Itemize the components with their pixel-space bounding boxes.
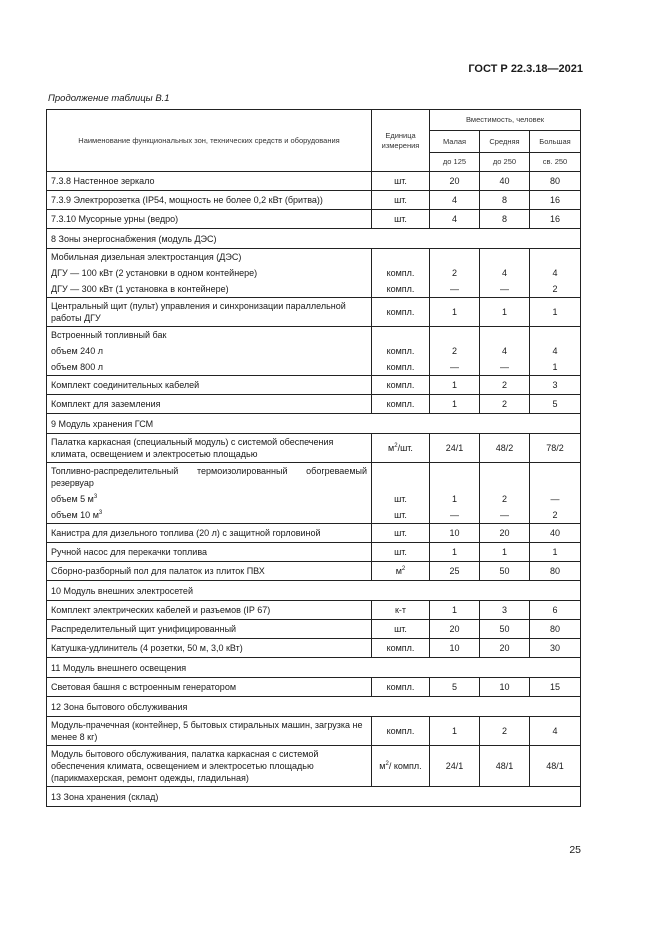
value-text: — [450, 362, 459, 372]
item-name: 7.3.8 Настенное зеркало [47, 172, 372, 191]
unit-text: компл. [386, 380, 415, 390]
table-row [47, 298, 581, 327]
value-text: 2 [501, 494, 507, 504]
value-cell: 4 [530, 717, 581, 746]
item-name: Световая башня с встроенным генератором [47, 678, 372, 697]
value-cell: 8 [480, 210, 530, 229]
item-name: Топливно-распределительный термоизолированный обогреваемый резервуар [51, 466, 367, 488]
value-cell: 4 [430, 210, 480, 229]
col-header-small-range: до 125 [430, 153, 480, 172]
item-name: Сборно-разборный пол для палаток из плиток ПВХ [47, 562, 372, 581]
table-row [47, 210, 581, 229]
section-row [47, 658, 581, 678]
section-title: 9 Модуль хранения ГСМ [47, 414, 581, 434]
unit-tail: /шт. [397, 443, 413, 453]
item-name: Мобильная дизельная электростанция (ДЭС) [51, 252, 242, 262]
value-cell [530, 327, 581, 376]
unit-text: шт. [394, 214, 407, 224]
unit-cell [372, 210, 430, 229]
unit-cell [372, 191, 430, 210]
unit-cell [372, 376, 430, 395]
unit-cell [372, 434, 430, 463]
value-text: — [450, 284, 459, 294]
item-name: Канистра для дизельного топлива (20 л) с защитной горловиной [47, 524, 372, 543]
equipment-table [46, 109, 581, 807]
sub-item-text: ДГУ — 100 кВт (2 установки в одном контейнере) [51, 268, 258, 278]
sub-item-superscript: 3 [93, 494, 98, 500]
value-cell: 16 [530, 191, 581, 210]
item-name: 7.3.9 Электророзетка (IP54, мощность не более 0,2 кВт (бритва)) [47, 191, 372, 210]
value-cell: 20 [430, 172, 480, 191]
document-code: ГОСТ Р 22.3.18—2021 [468, 63, 583, 75]
unit-superscript: 2 [394, 443, 398, 449]
unit-text: компл. [386, 346, 415, 356]
value-text: — [500, 284, 509, 294]
item-name: Катушка-удлинитель (4 розетки, 50 м, 3,0 кВт) [47, 639, 372, 658]
unit-text: шт. [394, 624, 407, 634]
table-row [47, 620, 581, 639]
value-cell: 1 [530, 543, 581, 562]
table-row [47, 172, 581, 191]
value-text: 2 [451, 268, 457, 278]
item-name: Модуль-прачечная (контейнер, 5 бытовых стиральных машин, загрузка не менее 8 кг) [47, 717, 372, 746]
value-cell: 80 [530, 620, 581, 639]
value-cell: 20 [480, 639, 530, 658]
value-cell: 5 [430, 678, 480, 697]
value-cell: 50 [480, 562, 530, 581]
value-cell: 6 [530, 601, 581, 620]
col-header-large: Большая [530, 131, 581, 153]
table-row [47, 395, 581, 414]
value-text: 4 [552, 268, 558, 278]
value-cell: 24/1 [430, 434, 480, 463]
table-row [47, 463, 581, 524]
value-cell: 24/1 [430, 746, 480, 787]
unit-superscript: 2 [385, 761, 389, 767]
item-name-cell [47, 327, 372, 376]
unit-cell [372, 639, 430, 658]
value-cell [430, 249, 480, 298]
table-row [47, 524, 581, 543]
unit-text: компл. [386, 726, 415, 736]
section-title: 12 Зона бытового обслуживания [47, 697, 581, 717]
col-header-small: Малая [430, 131, 480, 153]
value-cell: 2 [480, 395, 530, 414]
sub-item-name [51, 361, 367, 373]
sub-item-text: объем 5 м [51, 494, 94, 504]
value-cell: 10 [430, 639, 480, 658]
value-cell: 25 [430, 562, 480, 581]
unit-text: шт. [394, 510, 407, 520]
item-name: Распределительный щит унифицированный [47, 620, 372, 639]
value-cell: 10 [430, 524, 480, 543]
value-text: 1 [552, 362, 558, 372]
section-title: 10 Модуль внешних электросетей [47, 581, 581, 601]
sub-item-text: ДГУ — 300 кВт (1 установка в контейнере) [51, 284, 229, 294]
item-name: 7.3.10 Мусорные урны (ведро) [47, 210, 372, 229]
sub-item-name [51, 345, 367, 357]
unit-text: м [388, 443, 395, 453]
table-row [47, 543, 581, 562]
value-cell: 1 [430, 543, 480, 562]
unit-cell [372, 620, 430, 639]
item-name: Комплект электрических кабелей и разъемов (IP 67) [47, 601, 372, 620]
value-cell: 16 [530, 210, 581, 229]
value-cell: 10 [480, 678, 530, 697]
sub-item-text: объем 10 м [51, 510, 99, 520]
value-cell: 1 [430, 717, 480, 746]
unit-text: компл. [386, 399, 415, 409]
value-cell: 2 [480, 376, 530, 395]
value-text: 4 [552, 346, 558, 356]
value-cell: 30 [530, 639, 581, 658]
section-row [47, 787, 581, 807]
item-name: Ручной насос для перекачки топлива [47, 543, 372, 562]
table-row [47, 376, 581, 395]
table-row [47, 746, 581, 787]
unit-text: м [395, 566, 402, 576]
value-cell: 50 [480, 620, 530, 639]
unit-cell [372, 395, 430, 414]
section-row [47, 697, 581, 717]
unit-cell [372, 746, 430, 787]
value-cell: 4 [430, 191, 480, 210]
value-cell: 15 [530, 678, 581, 697]
table-row [47, 601, 581, 620]
section-title: 11 Модуль внешнего освещения [47, 658, 581, 678]
col-header-unit: Единица измерения [372, 110, 430, 172]
unit-cell [372, 298, 430, 327]
table-row [47, 191, 581, 210]
col-header-capacity: Вместимость, человек [430, 110, 581, 131]
unit-text: шт. [394, 547, 407, 557]
value-cell: 80 [530, 562, 581, 581]
unit-text: к-т [394, 605, 407, 615]
value-cell: 1 [480, 543, 530, 562]
sub-item-name [51, 509, 367, 521]
item-name: Модуль бытового обслуживания, палатка каркасная с системой обеспечения климата, освещением и электросетью площадью (парикмахерская, ремонт одежды, гладильная) [47, 746, 372, 787]
unit-cell [372, 717, 430, 746]
item-name: Встроенный топливный бак [51, 330, 167, 340]
unit-cell [372, 327, 430, 376]
value-text: 2 [451, 346, 457, 356]
unit-cell [372, 543, 430, 562]
table-row [47, 327, 581, 376]
value-cell: 3 [480, 601, 530, 620]
item-name: Палатка каркасная (специальный модуль) с системой обеспечения климата, освещением и электросетью площадью [47, 434, 372, 463]
item-name-cell [47, 463, 372, 524]
item-name: Центральный щит (пульт) управления и синхронизации параллельной работы ДГУ [47, 298, 372, 327]
unit-text: м [379, 761, 386, 771]
value-cell: 1 [530, 298, 581, 327]
table-row [47, 434, 581, 463]
unit-cell [372, 249, 430, 298]
table-row [47, 562, 581, 581]
value-text: 2 [552, 284, 558, 294]
value-cell: 48/1 [480, 746, 530, 787]
value-cell: 1 [430, 298, 480, 327]
col-header-medium: Средняя [480, 131, 530, 153]
value-cell: 3 [530, 376, 581, 395]
table-row [47, 717, 581, 746]
unit-superscript: 2 [401, 566, 406, 572]
unit-text: шт. [394, 176, 407, 186]
value-cell: 48/1 [530, 746, 581, 787]
value-cell: 78/2 [530, 434, 581, 463]
unit-text: компл. [386, 307, 415, 317]
value-text: 4 [501, 346, 507, 356]
unit-text: компл. [386, 643, 415, 653]
unit-cell [372, 601, 430, 620]
value-cell: 2 [480, 717, 530, 746]
unit-cell [372, 463, 430, 524]
table-caption: Продолжение таблицы В.1 [48, 93, 170, 104]
value-cell [480, 249, 530, 298]
unit-text: компл. [386, 268, 415, 278]
page-number: 25 [569, 844, 581, 856]
value-cell: 1 [430, 601, 480, 620]
table-row [47, 678, 581, 697]
unit-text: шт. [394, 528, 407, 538]
col-header-medium-range: до 250 [480, 153, 530, 172]
value-cell [530, 249, 581, 298]
item-name-cell [47, 249, 372, 298]
value-cell [430, 463, 480, 524]
value-text: — [550, 494, 560, 504]
sub-item-superscript: 3 [98, 510, 103, 516]
value-cell: 5 [530, 395, 581, 414]
value-cell [480, 327, 530, 376]
value-cell: 1 [480, 298, 530, 327]
value-cell [480, 463, 530, 524]
value-cell: 1 [430, 376, 480, 395]
section-title: 13 Зона хранения (склад) [47, 787, 581, 807]
unit-text: компл. [386, 362, 415, 372]
col-header-name: Наименование функциональных зон, технических средств и оборудования [47, 110, 372, 172]
sub-item-text: объем 240 л [51, 346, 103, 356]
sub-item-name [51, 283, 367, 295]
unit-text: шт. [394, 195, 407, 205]
unit-cell [372, 172, 430, 191]
value-cell: 20 [480, 524, 530, 543]
col-header-large-range: св. 250 [530, 153, 581, 172]
unit-cell [372, 524, 430, 543]
unit-text: компл. [386, 284, 415, 294]
table-row [47, 249, 581, 298]
value-text: — [500, 362, 509, 372]
item-name: Комплект соединительных кабелей [47, 376, 372, 395]
unit-text: компл. [386, 682, 415, 692]
value-cell [530, 463, 581, 524]
section-row [47, 414, 581, 434]
table-body [47, 172, 581, 807]
value-cell: 40 [530, 524, 581, 543]
table-row [47, 639, 581, 658]
unit-tail: / компл. [388, 761, 422, 771]
value-cell: 48/2 [480, 434, 530, 463]
sub-item-name [51, 493, 367, 505]
value-cell [430, 327, 480, 376]
section-row [47, 581, 581, 601]
value-text: — [500, 510, 509, 520]
value-cell: 20 [430, 620, 480, 639]
value-cell: 1 [430, 395, 480, 414]
value-text: — [450, 510, 459, 520]
section-row [47, 229, 581, 249]
value-text: 4 [501, 268, 507, 278]
value-cell: 40 [480, 172, 530, 191]
unit-text: шт. [394, 494, 407, 504]
sub-item-text: объем 800 л [51, 362, 103, 372]
item-name: Комплект для заземления [47, 395, 372, 414]
sub-item-name [51, 267, 367, 279]
unit-cell [372, 678, 430, 697]
value-text: 1 [451, 494, 457, 504]
value-cell: 80 [530, 172, 581, 191]
unit-cell [372, 562, 430, 581]
value-text: 2 [552, 510, 558, 520]
value-cell: 8 [480, 191, 530, 210]
section-title: 8 Зоны энергоснабжения (модуль ДЭС) [47, 229, 581, 249]
